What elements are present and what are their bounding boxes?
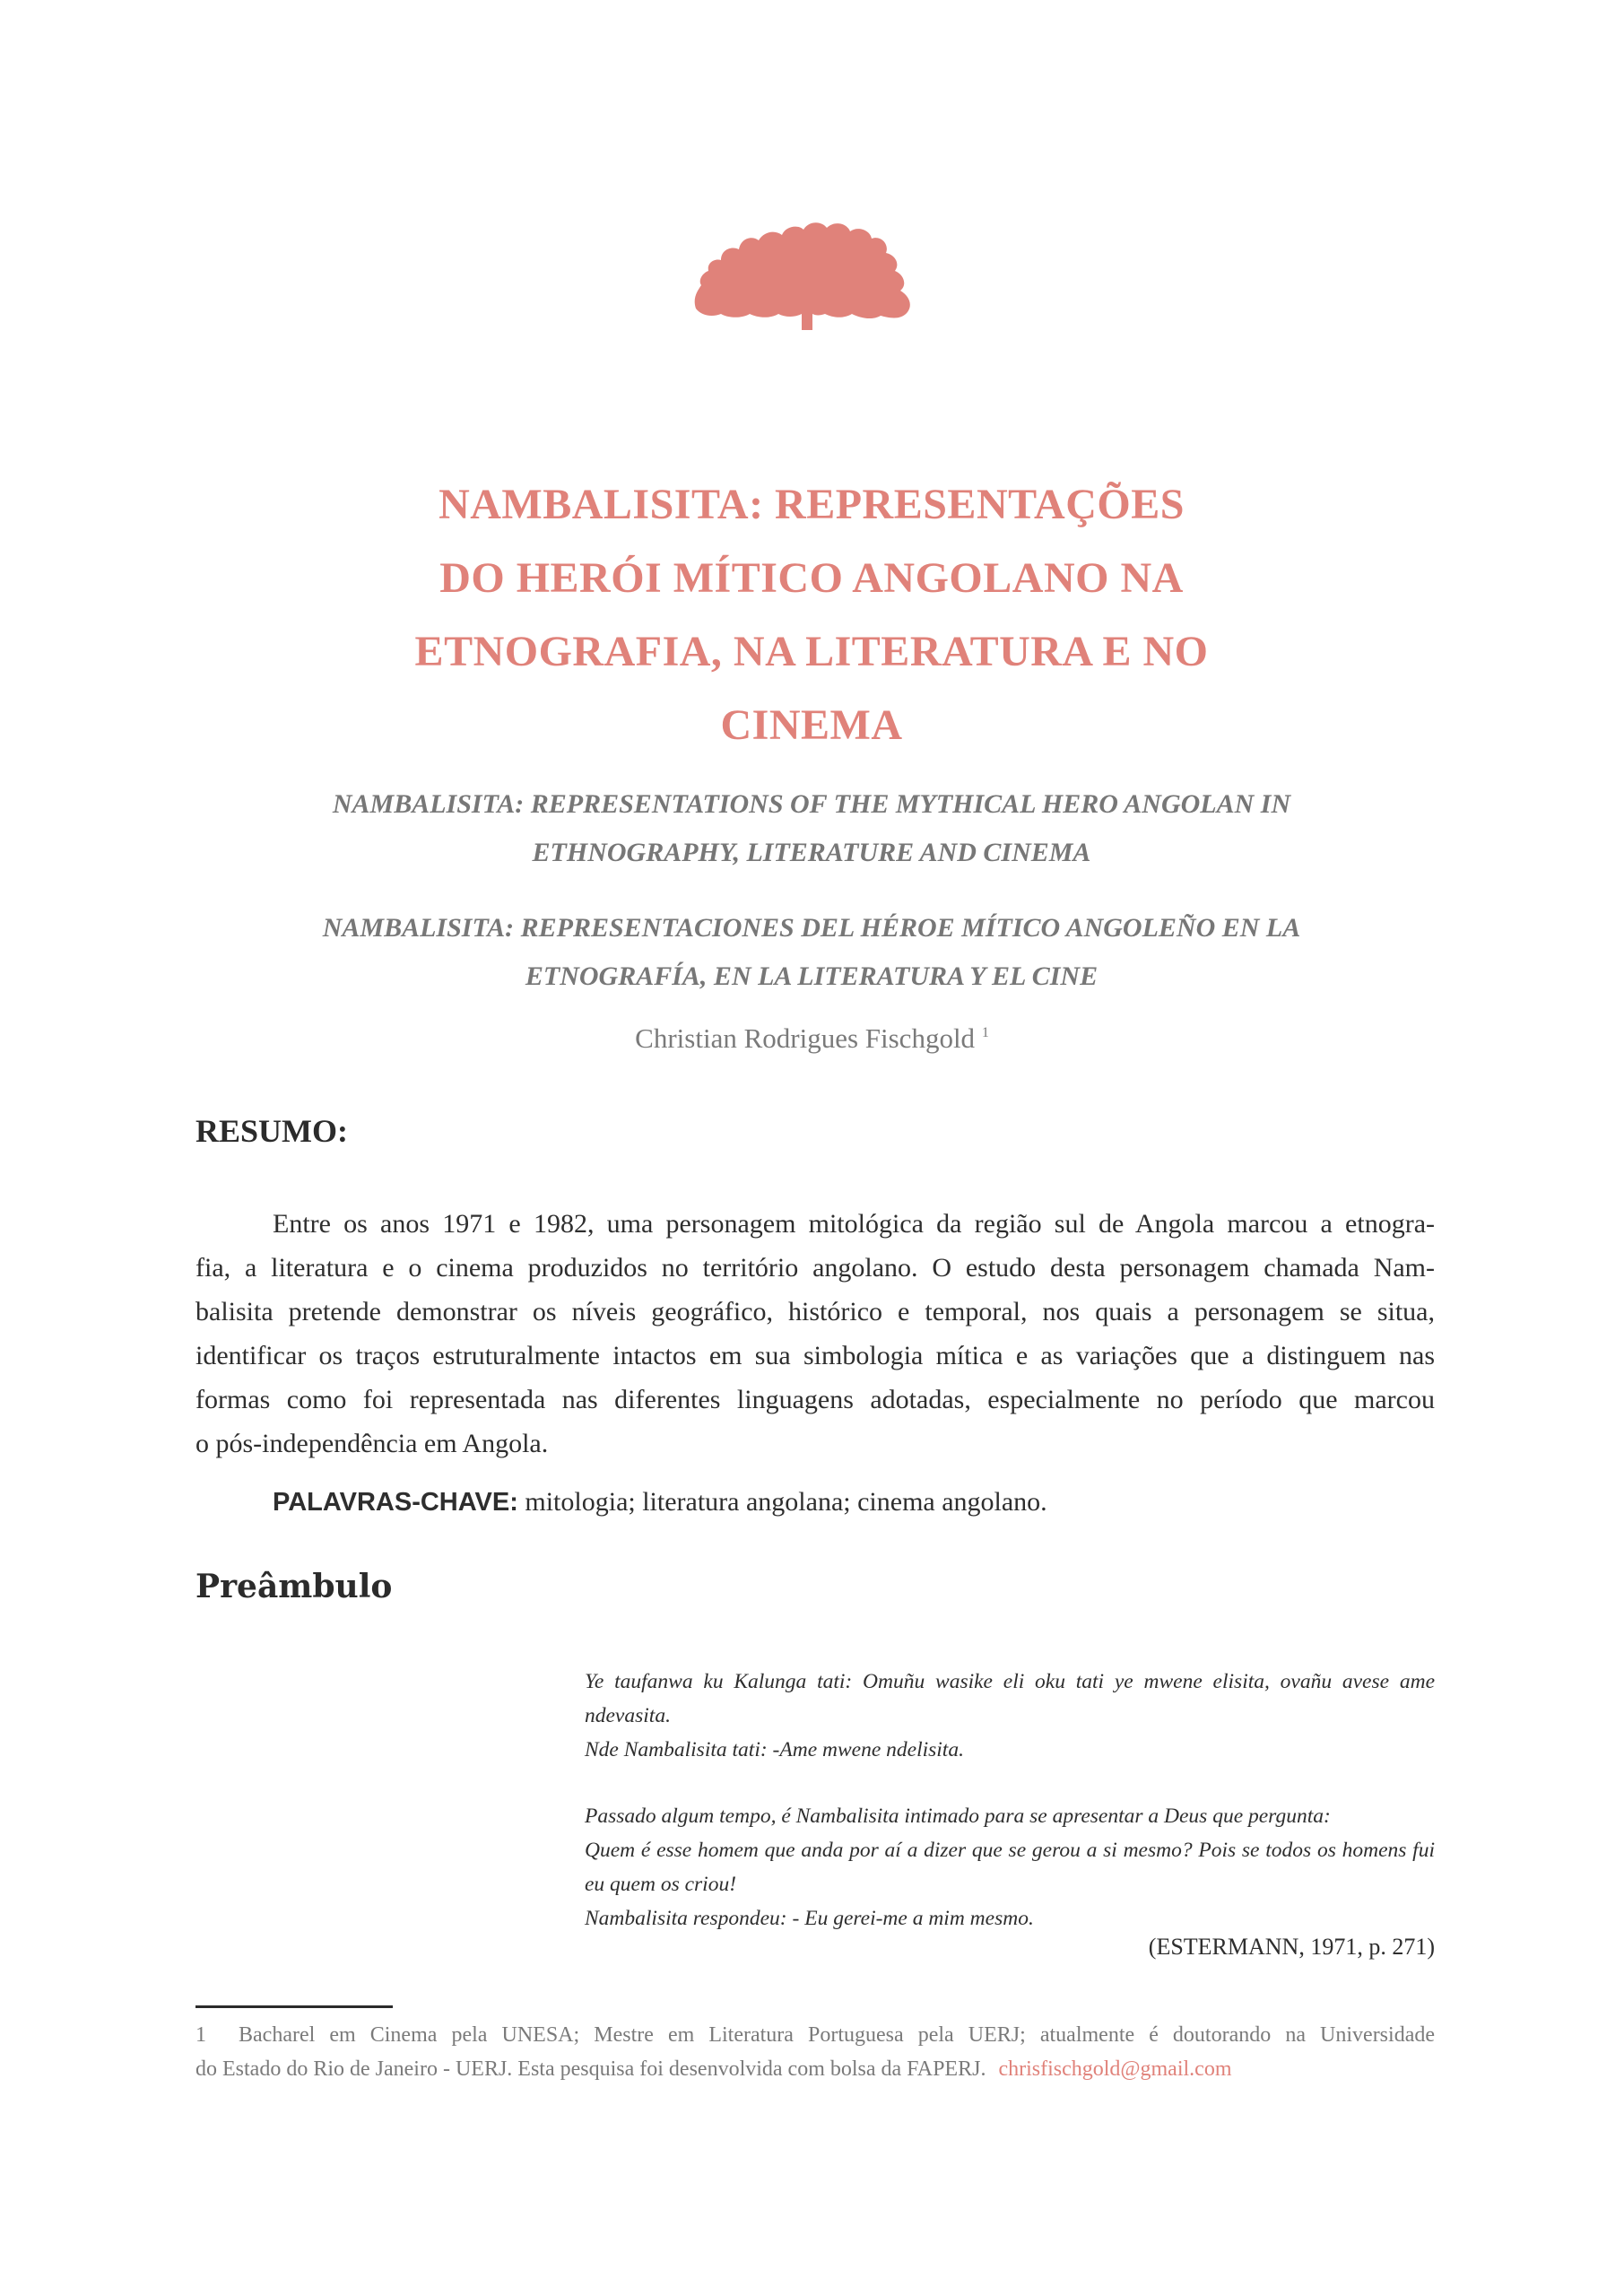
title-line: DO HERÓI MÍTICO ANGOLANO NA xyxy=(439,554,1184,602)
quote-line: ndevasita. xyxy=(585,1704,671,1727)
subtitle-line: ETHNOGRAPHY, LITERATURE AND CINEMA xyxy=(532,838,1091,867)
quote-line: Nde Nambalisita tati: -Ame mwene ndelisita. xyxy=(585,1738,964,1761)
footnote-divider xyxy=(195,2005,393,2008)
abstract-line: Entre os anos 1971 e 1982, uma personagem mitológica da região sul de Angola marcou a etnogra- xyxy=(273,1209,1435,1239)
footnote-text: Bacharel em Cinema pela UNESA; Mestre em Literatura Portuguesa pela UERJ; atualmente é doutorando na Universidade xyxy=(239,2023,1435,2047)
keywords-label: PALAVRAS-CHAVE: xyxy=(273,1488,518,1517)
quote-line: Passado algum tempo, é Nambalisita intimado para se apresentar a Deus que pergunta: xyxy=(585,1805,1331,1828)
abstract-line: fia, a literatura e o cinema produzidos no território angolano. O estudo desta personagem chamada Nam- xyxy=(195,1253,1435,1283)
author-email-link[interactable]: chrisfischgold@gmail.com xyxy=(998,2057,1232,2081)
subtitle-line: ETNOGRAFÍA, EN LA LITERATURA Y EL CINE xyxy=(525,961,1099,991)
title-line: ETNOGRAFIA, NA LITERATURA E NO xyxy=(414,628,1209,675)
keywords-text: mitologia; literatura angolana; cinema angolano. xyxy=(517,1487,1047,1517)
author-name: Christian Rodrigues Fischgold xyxy=(635,1022,976,1054)
title-line: CINEMA xyxy=(720,701,903,749)
title-line: NAMBALISITA: REPRESENTAÇÕES xyxy=(439,481,1185,528)
epigraph-quote xyxy=(585,1665,1435,1935)
footnote-number: 1 xyxy=(195,2023,206,2047)
resumo-heading: RESUMO: xyxy=(195,1113,348,1149)
subtitle-line: NAMBALISITA: REPRESENTACIONES DEL HÉROE MÍTICO ANGOLEÑO EN LA xyxy=(322,913,1301,943)
abstract-paragraph xyxy=(195,1202,1435,1465)
footnote xyxy=(195,2018,1435,2086)
footnote-line xyxy=(195,2018,1435,2052)
quote-line: Ye taufanwa ku Kalunga tati: Omuñu wasike eli oku tati ye mwene elisita, ovañu avese ame xyxy=(585,1670,1435,1693)
subtitle-english xyxy=(197,780,1426,877)
footnote-line xyxy=(195,2052,1435,2086)
quote-citation: (ESTERMANN, 1971, p. 271) xyxy=(1148,1934,1435,1960)
abstract-line: identificar os traços estruturalmente intactos em sua simbologia mítica e as variações que a distinguem nas xyxy=(195,1341,1435,1370)
author-line xyxy=(0,1022,1624,1055)
quote-line: Nambalisita respondeu: - Eu gerei-me a mim mesmo. xyxy=(585,1907,1034,1930)
journal-logo xyxy=(689,208,924,330)
abstract-line: balisita pretende demonstrar os níveis geográfico, histórico e temporal, nos quais a personagem se situa, xyxy=(195,1297,1435,1326)
subtitle-spanish xyxy=(197,904,1426,1001)
keywords xyxy=(273,1487,1047,1518)
abstract-line: formas como foi representada nas diferentes linguagens adotadas, especialmente no período que marcou xyxy=(195,1385,1435,1414)
article-title xyxy=(296,468,1327,762)
quote-line: Quem é esse homem que anda por aí a dizer que se gerou a si mesmo? Pois se todos os homens fui xyxy=(585,1839,1435,1862)
tree-icon xyxy=(689,208,924,330)
preambulo-heading: Preâmbulo xyxy=(195,1568,393,1605)
subtitle-line: NAMBALISITA: REPRESENTATIONS OF THE MYTHICAL HERO ANGOLAN IN xyxy=(332,789,1291,819)
footnote-mark[interactable]: 1 xyxy=(981,1025,989,1040)
footnote-text: do Estado do Rio de Janeiro - UERJ. Esta pesquisa foi desenvolvida com bolsa da FAPERJ. xyxy=(195,2057,986,2081)
quote-line: eu quem os criou! xyxy=(585,1873,737,1896)
abstract-line: o pós-independência em Angola. xyxy=(195,1429,549,1458)
